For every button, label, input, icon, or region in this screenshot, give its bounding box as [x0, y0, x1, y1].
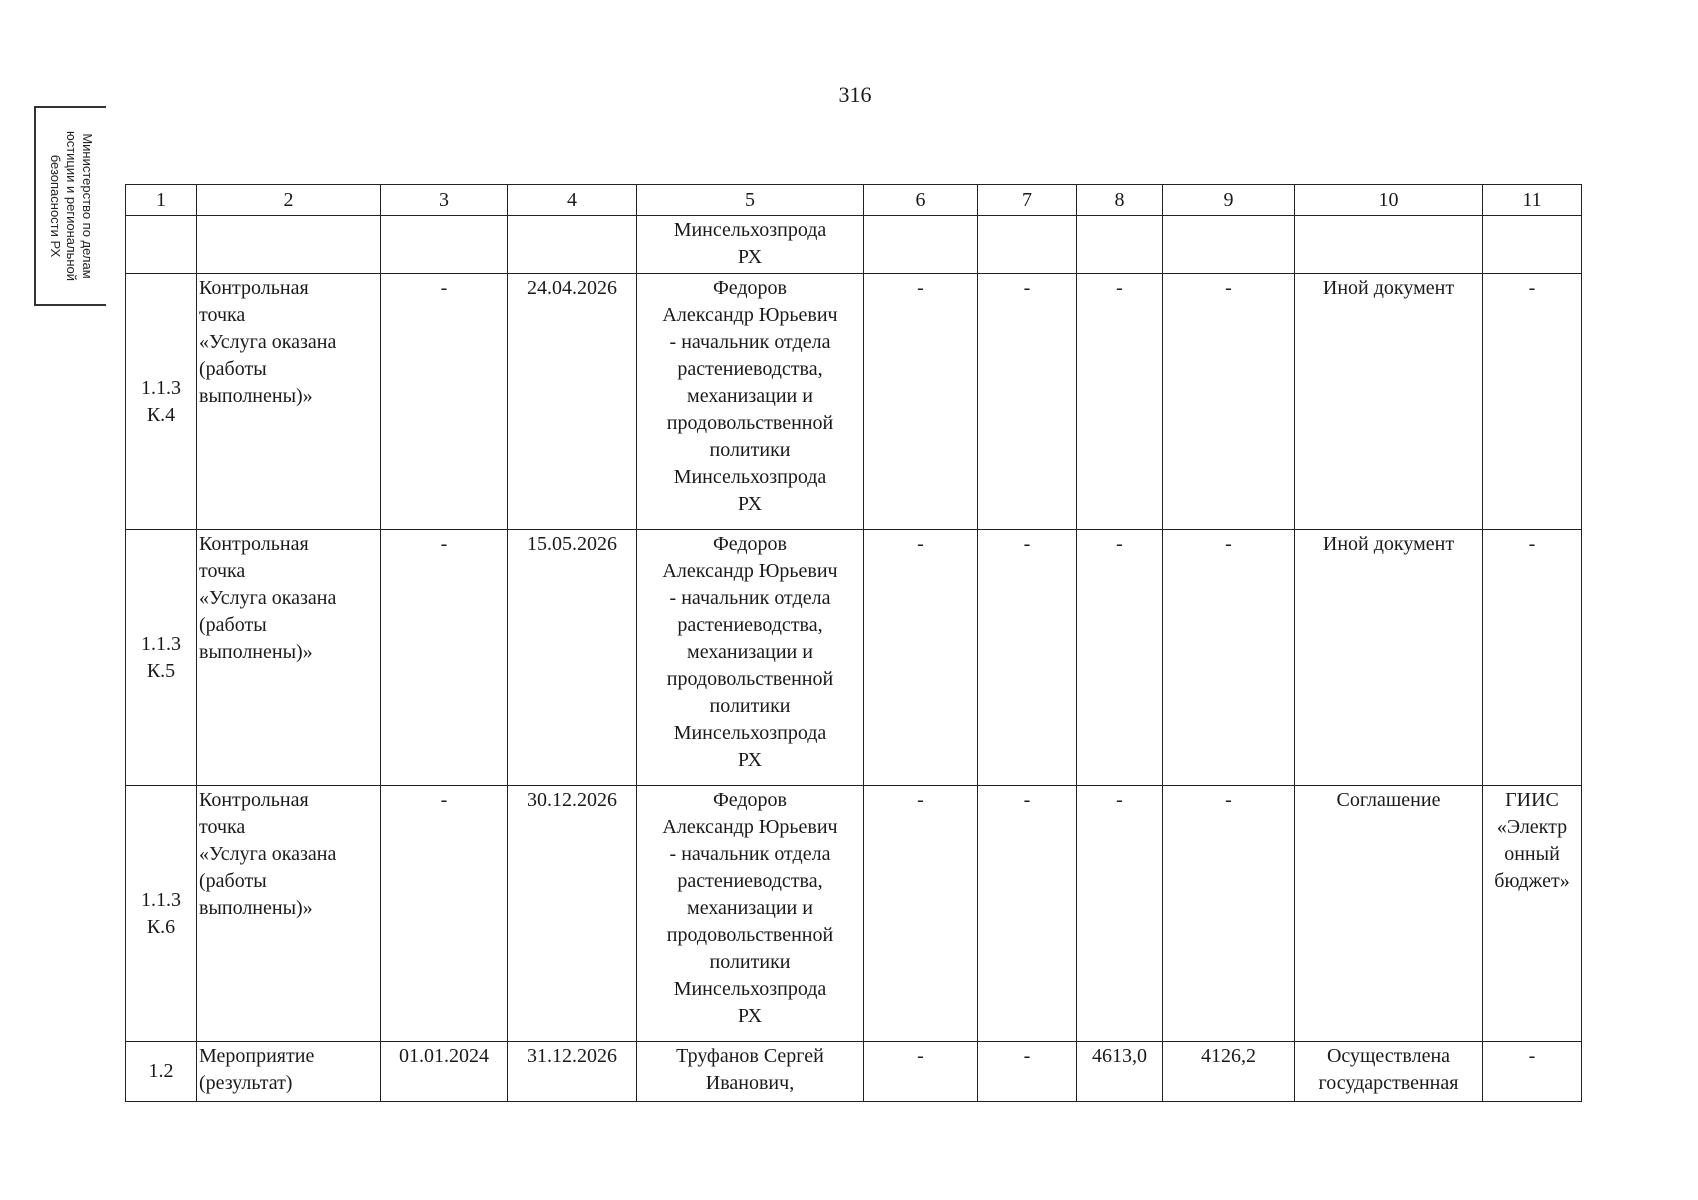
text-line: К.6 [146, 915, 176, 938]
text-line: Минсельхозпрода [673, 722, 827, 744]
table-cell [1295, 216, 1483, 274]
header-row [126, 185, 1582, 216]
stamp-line: безопасности РХ [48, 154, 63, 258]
registration-stamp [34, 106, 106, 306]
text-line: Контрольная [199, 277, 309, 299]
text-line: РХ [737, 246, 763, 268]
text-line: К.4 [146, 403, 176, 426]
name-cell [197, 530, 381, 786]
text-line: Александр Юрьевич [662, 304, 838, 326]
table-row [126, 786, 1582, 1042]
plan-table [125, 184, 1582, 1102]
table-cell: - [864, 1042, 978, 1102]
text-line: государственная [1318, 1072, 1459, 1094]
text-line: растениеводства, [677, 614, 823, 636]
responsible-cell [637, 786, 864, 1042]
text-line: РХ [737, 1005, 763, 1027]
text-line: Минсельхозпрода [673, 978, 827, 1000]
start-date-cell: 01.01.2024 [381, 1042, 508, 1102]
text-line: Александр Юрьевич [662, 560, 838, 582]
text-line: бюджет» [1494, 870, 1570, 892]
system-cell [1483, 786, 1582, 1042]
text-line: точка [199, 816, 246, 838]
table-cell [1483, 216, 1582, 274]
text-line: механизации и [687, 897, 813, 919]
document-type-cell [1295, 530, 1483, 786]
name-cell [197, 274, 381, 530]
header-cell: 4 [508, 185, 637, 216]
name-cell [197, 786, 381, 1042]
text-line: - [1528, 533, 1536, 555]
text-line: «Услуга оказана [199, 331, 337, 353]
row-number-cell [126, 274, 197, 530]
table-cell: - [1163, 786, 1295, 1042]
text-line: «Электр [1496, 816, 1568, 838]
text-line: Иной документ [1322, 533, 1455, 555]
header-cell: 5 [637, 185, 864, 216]
table-cell: - [1163, 530, 1295, 786]
table-cell: - [978, 1042, 1077, 1102]
table-row [126, 530, 1582, 786]
text-line: выполнены)» [199, 385, 313, 407]
text-line: точка [199, 304, 246, 326]
name-cell [197, 1042, 381, 1102]
text-line: растениеводства, [677, 870, 823, 892]
text-line: Федоров [712, 277, 788, 299]
table-row [126, 1042, 1582, 1102]
header-cell: 9 [1163, 185, 1295, 216]
table-cell: - [1077, 530, 1163, 786]
stamp-line: юстиции и региональной [64, 130, 79, 282]
table-cell [197, 216, 381, 274]
text-line: выполнены)» [199, 897, 313, 919]
text-line: - начальник отдела [669, 587, 831, 609]
table-cell: - [1163, 274, 1295, 530]
text-line: продовольственной [666, 412, 834, 434]
end-date-cell: 30.12.2026 [508, 786, 637, 1042]
end-date-cell: 31.12.2026 [508, 1042, 637, 1102]
responsible-cell [637, 274, 864, 530]
row-number-cell [126, 530, 197, 786]
table-cell [1077, 216, 1163, 274]
text-line: (работы [199, 614, 267, 636]
table-cell: - [978, 786, 1077, 1042]
text-line: (результат) [199, 1072, 293, 1094]
text-line: Соглашение [1336, 789, 1441, 811]
table-cell: 4126,2 [1163, 1042, 1295, 1102]
text-line: ГИИС [1505, 789, 1559, 811]
text-line: Мероприятие [199, 1045, 315, 1067]
text-line: Иванович, [705, 1072, 795, 1094]
header-cell: 7 [978, 185, 1077, 216]
header-cell: 6 [864, 185, 978, 216]
table-cell [508, 216, 637, 274]
continuation-row [126, 216, 1582, 274]
end-date-cell: 24.04.2026 [508, 274, 637, 530]
header-cell: 8 [1077, 185, 1163, 216]
text-line: Иной документ [1322, 277, 1455, 299]
table-cell [978, 216, 1077, 274]
text-line: растениеводства, [677, 358, 823, 380]
system-cell [1483, 274, 1582, 530]
header-cell: 11 [1483, 185, 1582, 216]
text-line: политики [709, 951, 791, 973]
system-cell [1483, 530, 1582, 786]
end-date-cell: 15.05.2026 [508, 530, 637, 786]
text-line: - [1528, 1045, 1536, 1067]
table-cell: - [978, 530, 1077, 786]
text-line: Труфанов Сергей [676, 1045, 824, 1067]
text-line: Федоров [712, 789, 788, 811]
text-line: продовольственной [666, 668, 834, 690]
text-line: политики [709, 439, 791, 461]
start-date-cell: - [381, 530, 508, 786]
table-cell [381, 216, 508, 274]
table-cell: - [1077, 786, 1163, 1042]
text-line: 1.1.3 [141, 376, 181, 399]
text-line: точка [199, 560, 246, 582]
text-line: продовольственной [666, 924, 834, 946]
text-line: Осуществлена [1326, 1045, 1451, 1067]
text-line: 1.2 [148, 1060, 174, 1082]
text-line: РХ [737, 493, 763, 515]
text-line: Контрольная [199, 533, 309, 555]
start-date-cell: - [381, 274, 508, 530]
start-date-cell: - [381, 786, 508, 1042]
responsible-cell [637, 1042, 864, 1102]
header-cell: 2 [197, 185, 381, 216]
text-line: 1.1.3 [141, 632, 181, 655]
table-cell: - [978, 274, 1077, 530]
table-cell [864, 216, 978, 274]
document-type-cell [1295, 274, 1483, 530]
text-line: - [1528, 277, 1536, 299]
text-line: политики [709, 695, 791, 717]
table-cell: 4613,0 [1077, 1042, 1163, 1102]
header-cell: 1 [126, 185, 197, 216]
page-number: 316 [838, 82, 872, 107]
stamp-text [47, 108, 95, 304]
text-line: РХ [737, 749, 763, 771]
text-line: (работы [199, 358, 267, 380]
text-line: выполнены)» [199, 641, 313, 663]
text-line: механизации и [687, 641, 813, 663]
responsible-cell [637, 530, 864, 786]
header-cell: 3 [381, 185, 508, 216]
row-number-cell [126, 1042, 197, 1102]
text-line: - начальник отдела [669, 843, 831, 865]
table-cell: - [864, 786, 978, 1042]
text-line: Минсельхозпрода [673, 219, 827, 241]
text-line: «Услуга оказана [199, 843, 337, 865]
text-line: Минсельхозпрода [673, 466, 827, 488]
document-type-cell [1295, 786, 1483, 1042]
text-line: онный [1504, 843, 1560, 865]
header-cell: 10 [1295, 185, 1483, 216]
text-line: (работы [199, 870, 267, 892]
text-line: Федоров [712, 533, 788, 555]
stamp-line: Министерство по делам [80, 133, 95, 279]
text-line: - начальник отдела [669, 331, 831, 353]
text-line: 1.1.3 [141, 888, 181, 911]
text-line: Александр Юрьевич [662, 816, 838, 838]
table-cell [126, 216, 197, 274]
text-line: Контрольная [199, 789, 309, 811]
table-cell: - [864, 530, 978, 786]
row-number-cell [126, 786, 197, 1042]
responsible-cell [637, 216, 864, 274]
table-cell: - [864, 274, 978, 530]
text-line: механизации и [687, 385, 813, 407]
table-cell: - [1077, 274, 1163, 530]
text-line: «Услуга оказана [199, 587, 337, 609]
document-type-cell [1295, 1042, 1483, 1102]
text-line: К.5 [146, 659, 176, 682]
system-cell [1483, 1042, 1582, 1102]
table-row [126, 274, 1582, 530]
table-cell [1163, 216, 1295, 274]
